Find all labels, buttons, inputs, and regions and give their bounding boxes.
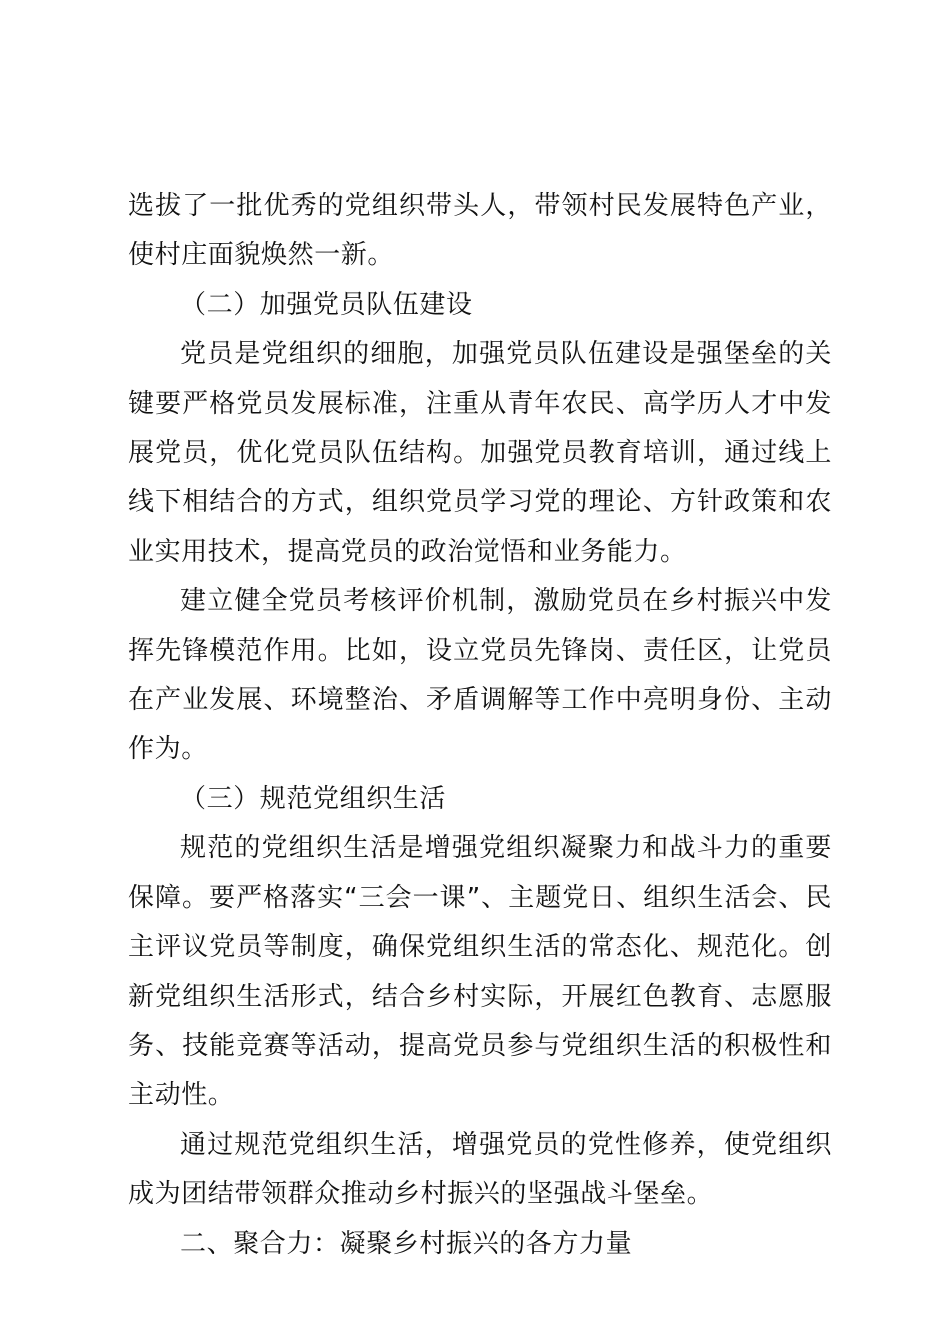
chapter-heading-joint-force: 二、聚合力：凝聚乡村振兴的各方力量 [180, 1228, 633, 1259]
paragraph-continuation: 选拔了一批优秀的党组织带头人，带领村民发展特色产业，使村庄面貌焕然一新。 [128, 191, 832, 271]
paragraph-org-life-guarantee: 规范的党组织生活是增强党组织凝聚力和战斗力的重要保障。要严格落实“三会一课”、主题党日、组织生活会、民主评议党员等制度，确保党组织生活的常态化、规范化。创新党组织生活形式，结合乡村实际，开展红色教育、志愿服务、技能竞赛等活动，提高党员参与党组织生活的积极性和主动性。 [128, 833, 832, 1111]
paragraph-party-member-team: 党员是党组织的细胞，加强党员队伍建设是强堡垒的关键要严格党员发展标准，注重从青年农民、高学历人才中发展党员，优化党员队伍结构。加强党员教育培训，通过线上线下相结合的方式，组织党员学习党的理论、方针政策和农业实用技术，提高党员的政治觉悟和业务能力。 [128, 339, 832, 567]
section-heading-standardize-org-life: （三）规范党组织生活 [180, 783, 447, 814]
paragraph-org-life-result: 通过规范党组织生活，增强党员的党性修养，使党组织成为团结带领群众推动乡村振兴的坚强战斗堡垒。 [128, 1129, 832, 1210]
document-page [128, 182, 832, 1269]
section-heading-strengthen-party-members: （二）加强党员队伍建设 [180, 289, 473, 320]
paragraph-assessment-mechanism: 建立健全党员考核评价机制，激励党员在乡村振兴中发挥先锋模范作用。比如，设立党员先锋岗、责任区，让党员在产业发展、环境整治、矛盾调解等工作中亮明身份、主动作为。 [128, 586, 832, 765]
